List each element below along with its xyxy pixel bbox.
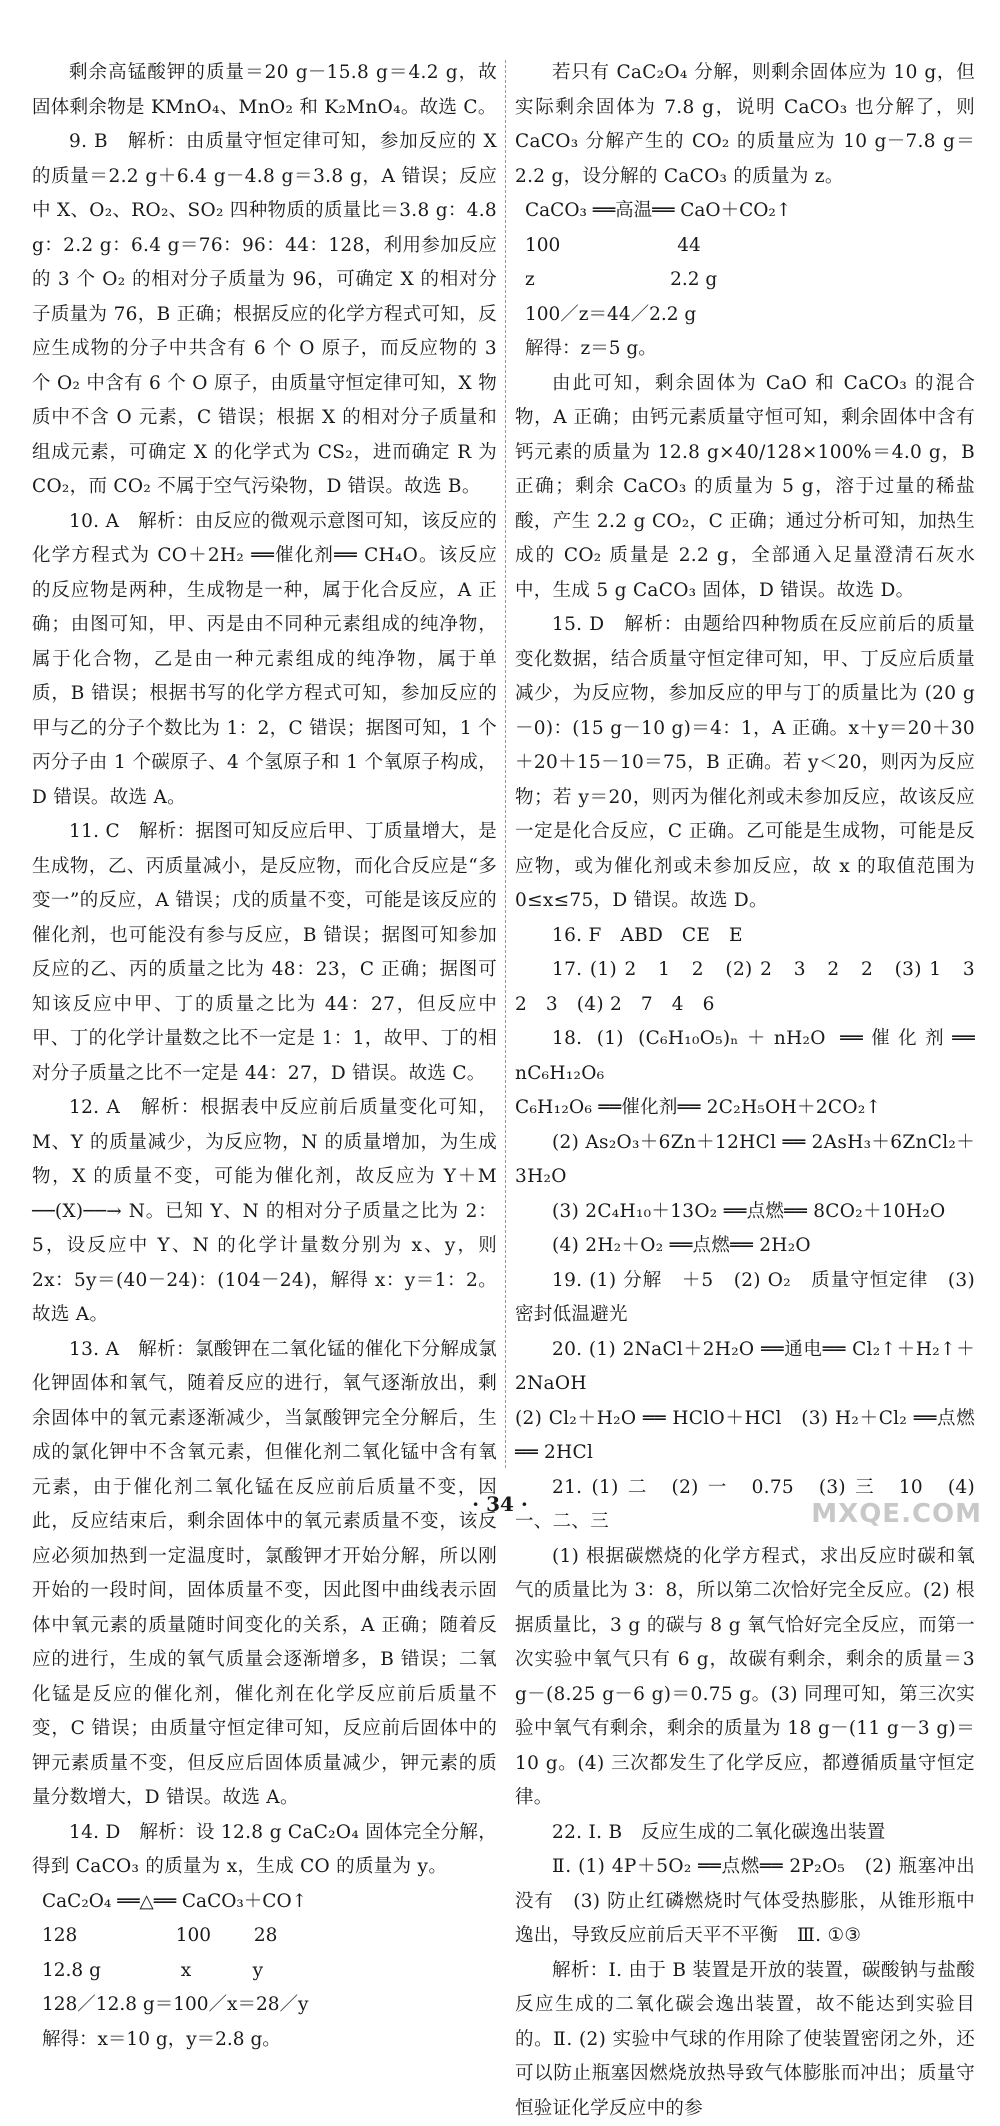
answer-paragraph: Ⅱ. (1) 4P＋5O₂ ══点燃══ 2P₂O₅ (2) 瓶塞冲出 没有 (3) 防止红磷燃烧时气体受热膨胀，从锥形瓶中逸出，导致反应前后天平不平衡 Ⅲ. ①③ bbox=[515, 1850, 975, 1954]
page-number: · 34 · bbox=[0, 1487, 1000, 1522]
answer-paragraph: 18. (1) (C₆H₁₀O₅)ₙ＋nH₂O ══催化剂══ nC₆H₁₂O₆ bbox=[515, 1022, 975, 1091]
answer-paragraph: 11. C 解析：据图可知反应后甲、丁质量增大，是生成物，乙、丙质量减小，是反应物，而化合反应是“多变一”的反应，A 错误；戊的质量不变，可能是该反应的催化剂，也可能没有参与反应，B 错误；据图可知参加反应的乙、丙的质量之比为 48：23，C 正确；据图可知该反应中甲、丁的质量之比为 44：27，但反应中甲、丁的化学计量数之比不一定是 1：1，故甲、丁的相对分子质量之比不一定是 44：27，D 错误。故选 C。 bbox=[32, 815, 497, 1091]
answer-paragraph: 12. A 解析：根据表中反应前后质量变化可知，M、Y 的质量减少，为反应物，N 的质量增加，为生成物，X 的质量不变，可能为催化剂，故反应为 Y＋M ──(X)──→ N。已知 Y、N 的相对分子质量之比为 2：5，设反应中 Y、N 的化学计量数分别为 x、y，则 2x：5y＝(40－24)：(104－24)，解得 x：y＝1：2。故选 A。 bbox=[32, 1091, 497, 1333]
watermark-logo: MXQE.COM bbox=[811, 1497, 982, 1532]
answer-paragraph: (3) 2C₄H₁₀＋13O₂ ══点燃══ 8CO₂＋10H₂O bbox=[515, 1195, 975, 1230]
answer-paragraph: C₆H₁₂O₆ ══催化剂══ 2C₂H₅OH＋2CO₂↑ bbox=[515, 1091, 975, 1126]
answer-paragraph: 21. (1) 二 (2) 一 0.75 (3) 三 10 (4) 一、二、三 bbox=[515, 1471, 975, 1540]
answer-paragraph: 20. (1) 2NaCl＋2H₂O ══通电══ Cl₂↑＋H₂↑＋2NaOH bbox=[515, 1333, 975, 1402]
equation-line: 128 100 28 bbox=[32, 1919, 497, 1954]
answer-paragraph: 13. A 解析：氯酸钾在二氧化锰的催化下分解成氯化钾固体和氧气，随着反应的进行，氧气逐渐放出，剩余固体中的氧元素逐渐减少，当氯酸钾完全分解后，生成的氯化钾中不含氧元素，但催化剂二氧化锰中含有氧元素，由于催化剂二氧化锰在反应前后质量不变，因此，反应结束后，剩余固体中的氧元素质量不变，该反应必须加热到一定温度时，氯酸钾才开始分解，所以刚开始的一段时间，固体质量不变，因此图中曲线表示固体中氧元素的质量随时间变化的关系，A 正确；随着反应的进行，生成的氧气质量会逐渐增多，B 错误；二氧化锰是反应的催化剂，催化剂在化学反应前后质量不变，C 错误；由质量守恒定律可知，反应前后固体中的钾元素质量不变，但反应后固体质量减少，钾元素的质量分数增大，D 错误。故选 A。 bbox=[32, 1333, 497, 1816]
answer-paragraph: 9. B 解析：由质量守恒定律可知，参加反应的 X 的质量＝2.2 g＋6.4 g－4.8 g＝3.8 g，A 错误；反应中 X、O₂、RO₂、SO₂ 四种物质的质量比＝3.8 g：4.8 g：2.2 g：6.4 g＝76：96：44：128，利用参加反应的 3 个 O₂ 的相对分子质量为 96，可确定 X 的相对分子质量为 76，B 正确；根据反应的化学方程式可知，反应生成物的分子中共含有 6 个 O 原子，而反应物的 3 个 O₂ 中含有 6 个 O 原子，由质量守恒定律可知，X 物质中不含 O 元素，C 错误；根据 X 的相对分子质量和组成元素，可确定 X 的化学式为 CS₂，进而确定 R 为 CO₂，而 CO₂ 不属于空气污染物，D 错误。故选 B。 bbox=[32, 125, 497, 505]
answer-paragraph: 剩余高锰酸钾的质量＝20 g－15.8 g＝4.2 g，故固体剩余物是 KMnO₄、MnO₂ 和 K₂MnO₄。故选 C。 bbox=[32, 56, 497, 125]
equation-line: CaC₂O₄ ══△══ CaCO₃＋CO↑ bbox=[32, 1885, 497, 1920]
answer-paragraph: 若只有 CaC₂O₄ 分解，则剩余固体应为 10 g，但实际剩余固体为 7.8 g，说明 CaCO₃ 也分解了，则 CaCO₃ 分解产生的 CO₂ 的质量应为 10 g－7.8 g＝2.2 g，设分解的 CaCO₃ 的质量为 z。 bbox=[515, 56, 975, 194]
equation-line: 100／z＝44／2.2 g bbox=[515, 298, 975, 333]
answer-paragraph: 19. (1) 分解 ＋5 (2) O₂ 质量守恒定律 (3) 密封低温避光 bbox=[515, 1264, 975, 1333]
answer-paragraph: (4) 2H₂＋O₂ ══点燃══ 2H₂O bbox=[515, 1229, 975, 1264]
equation-line: 解得：x＝10 g，y＝2.8 g。 bbox=[32, 2023, 497, 2058]
answer-paragraph: 10. A 解析：由反应的微观示意图可知，该反应的化学方程式为 CO＋2H₂ ══催化剂══ CH₄O。该反应的反应物是两种，生成物是一种，属于化合反应，A 正确；由图可知，甲、丙是由不同种元素组成的纯净物，属于化合物，乙是由一种元素组成的纯净物，属于单质，B 错误；根据书写的化学方程式可知，参加反应的甲与乙的分子个数比为 1：2，C 错误；据图可知，1 个丙分子由 1 个碳原子、4 个氢原子和 1 个氧原子构成，D 错误。故选 A。 bbox=[32, 505, 497, 816]
answer-paragraph: 17. (1) 2 1 2 (2) 2 3 2 2 (3) 1 3 2 3 (4) 2 7 4 6 bbox=[515, 953, 975, 1022]
answer-paragraph: 解析：Ⅰ. 由于 B 装置是开放的装置，碳酸钠与盐酸反应生成的二氧化碳会逸出装置，故不能达到实验目的。Ⅱ. (2) 实验中气球的作用除了使装置密闭之外，还可以防止瓶塞因燃烧放热导致气体膨胀而冲出；质量守恒验证化学反应中的参 bbox=[515, 1954, 975, 2126]
equation-line: 100 44 bbox=[515, 229, 975, 264]
equation-line: 解得：z＝5 g。 bbox=[515, 332, 975, 367]
answer-paragraph: 14. D 解析：设 12.8 g CaC₂O₄ 固体完全分解，得到 CaCO₃ 的质量为 x，生成 CO 的质量为 y。 bbox=[32, 1816, 497, 1885]
equation-line: 128／12.8 g＝100／x＝28／y bbox=[32, 1988, 497, 2023]
answer-paragraph: (2) Cl₂＋H₂O ══ HClO＋HCl (3) H₂＋Cl₂ ══点燃══ 2HCl bbox=[515, 1402, 975, 1471]
answer-paragraph: (1) 根据碳燃烧的化学方程式，求出反应时碳和氧气的质量比为 3：8，所以第二次恰好完全反应。(2) 根据质量比，3 g 的碳与 8 g 氧气恰好完全反应，而第一次实验中氧气只有 6 g，故碳有剩余，剩余的质量＝3 g－(8.25 g－6 g)＝0.75 g。(3) 同理可知，第三次实验中氧气有剩余，剩余的质量为 18 g－(11 g－3 g)＝10 g。(4) 三次都发生了化学反应，都遵循质量守恒定律。 bbox=[515, 1540, 975, 1816]
answer-paragraph: (2) As₂O₃＋6Zn＋12HCl ══ 2AsH₃＋6ZnCl₂＋3H₂O bbox=[515, 1126, 975, 1195]
equation-line: z 2.2 g bbox=[515, 263, 975, 298]
equation-line: CaCO₃ ══高温══ CaO＋CO₂↑ bbox=[515, 194, 975, 229]
right-column bbox=[515, 56, 975, 1483]
equation-line: 12.8 g x y bbox=[32, 1954, 497, 1989]
answer-paragraph: 16. F ABD CE E bbox=[515, 919, 975, 954]
answer-paragraph: 22. Ⅰ. B 反应生成的二氧化碳逸出装置 bbox=[515, 1816, 975, 1851]
column-divider bbox=[505, 60, 506, 1468]
answer-paragraph: 由此可知，剩余固体为 CaO 和 CaCO₃ 的混合物，A 正确；由钙元素质量守恒可知，剩余固体中含有钙元素的质量为 12.8 g×40/128×100%＝4.0 g，B 正确；剩余 CaCO₃ 的质量为 5 g，溶于过量的稀盐酸，产生 2.2 g CO₂，C 正确；通过分析可知，加热生成的 CO₂ 质量是 2.2 g，全部通入足量澄清石灰水中，生成 5 g CaCO₃ 固体，D 错误。故选 D。 bbox=[515, 367, 975, 609]
left-column bbox=[32, 56, 497, 1483]
answer-paragraph: 15. D 解析：由题给四种物质在反应前后的质量变化数据，结合质量守恒定律可知，甲、丁反应后质量减少，为反应物，参加反应的甲与丁的质量比为 (20 g－0)：(15 g－10 g)＝4：1，A 正确。x＋y＝20＋30＋20＋15－10＝75，B 正确。若 y＜20，则丙为反应物；若 y＝20，则丙为催化剂或未参加反应，故该反应一定是化合反应，C 正确。乙可能是生成物，可能是反应物，或为催化剂或未参加反应，故 x 的取值范围为 0≤x≤75，D 错误。故选 D。 bbox=[515, 608, 975, 919]
